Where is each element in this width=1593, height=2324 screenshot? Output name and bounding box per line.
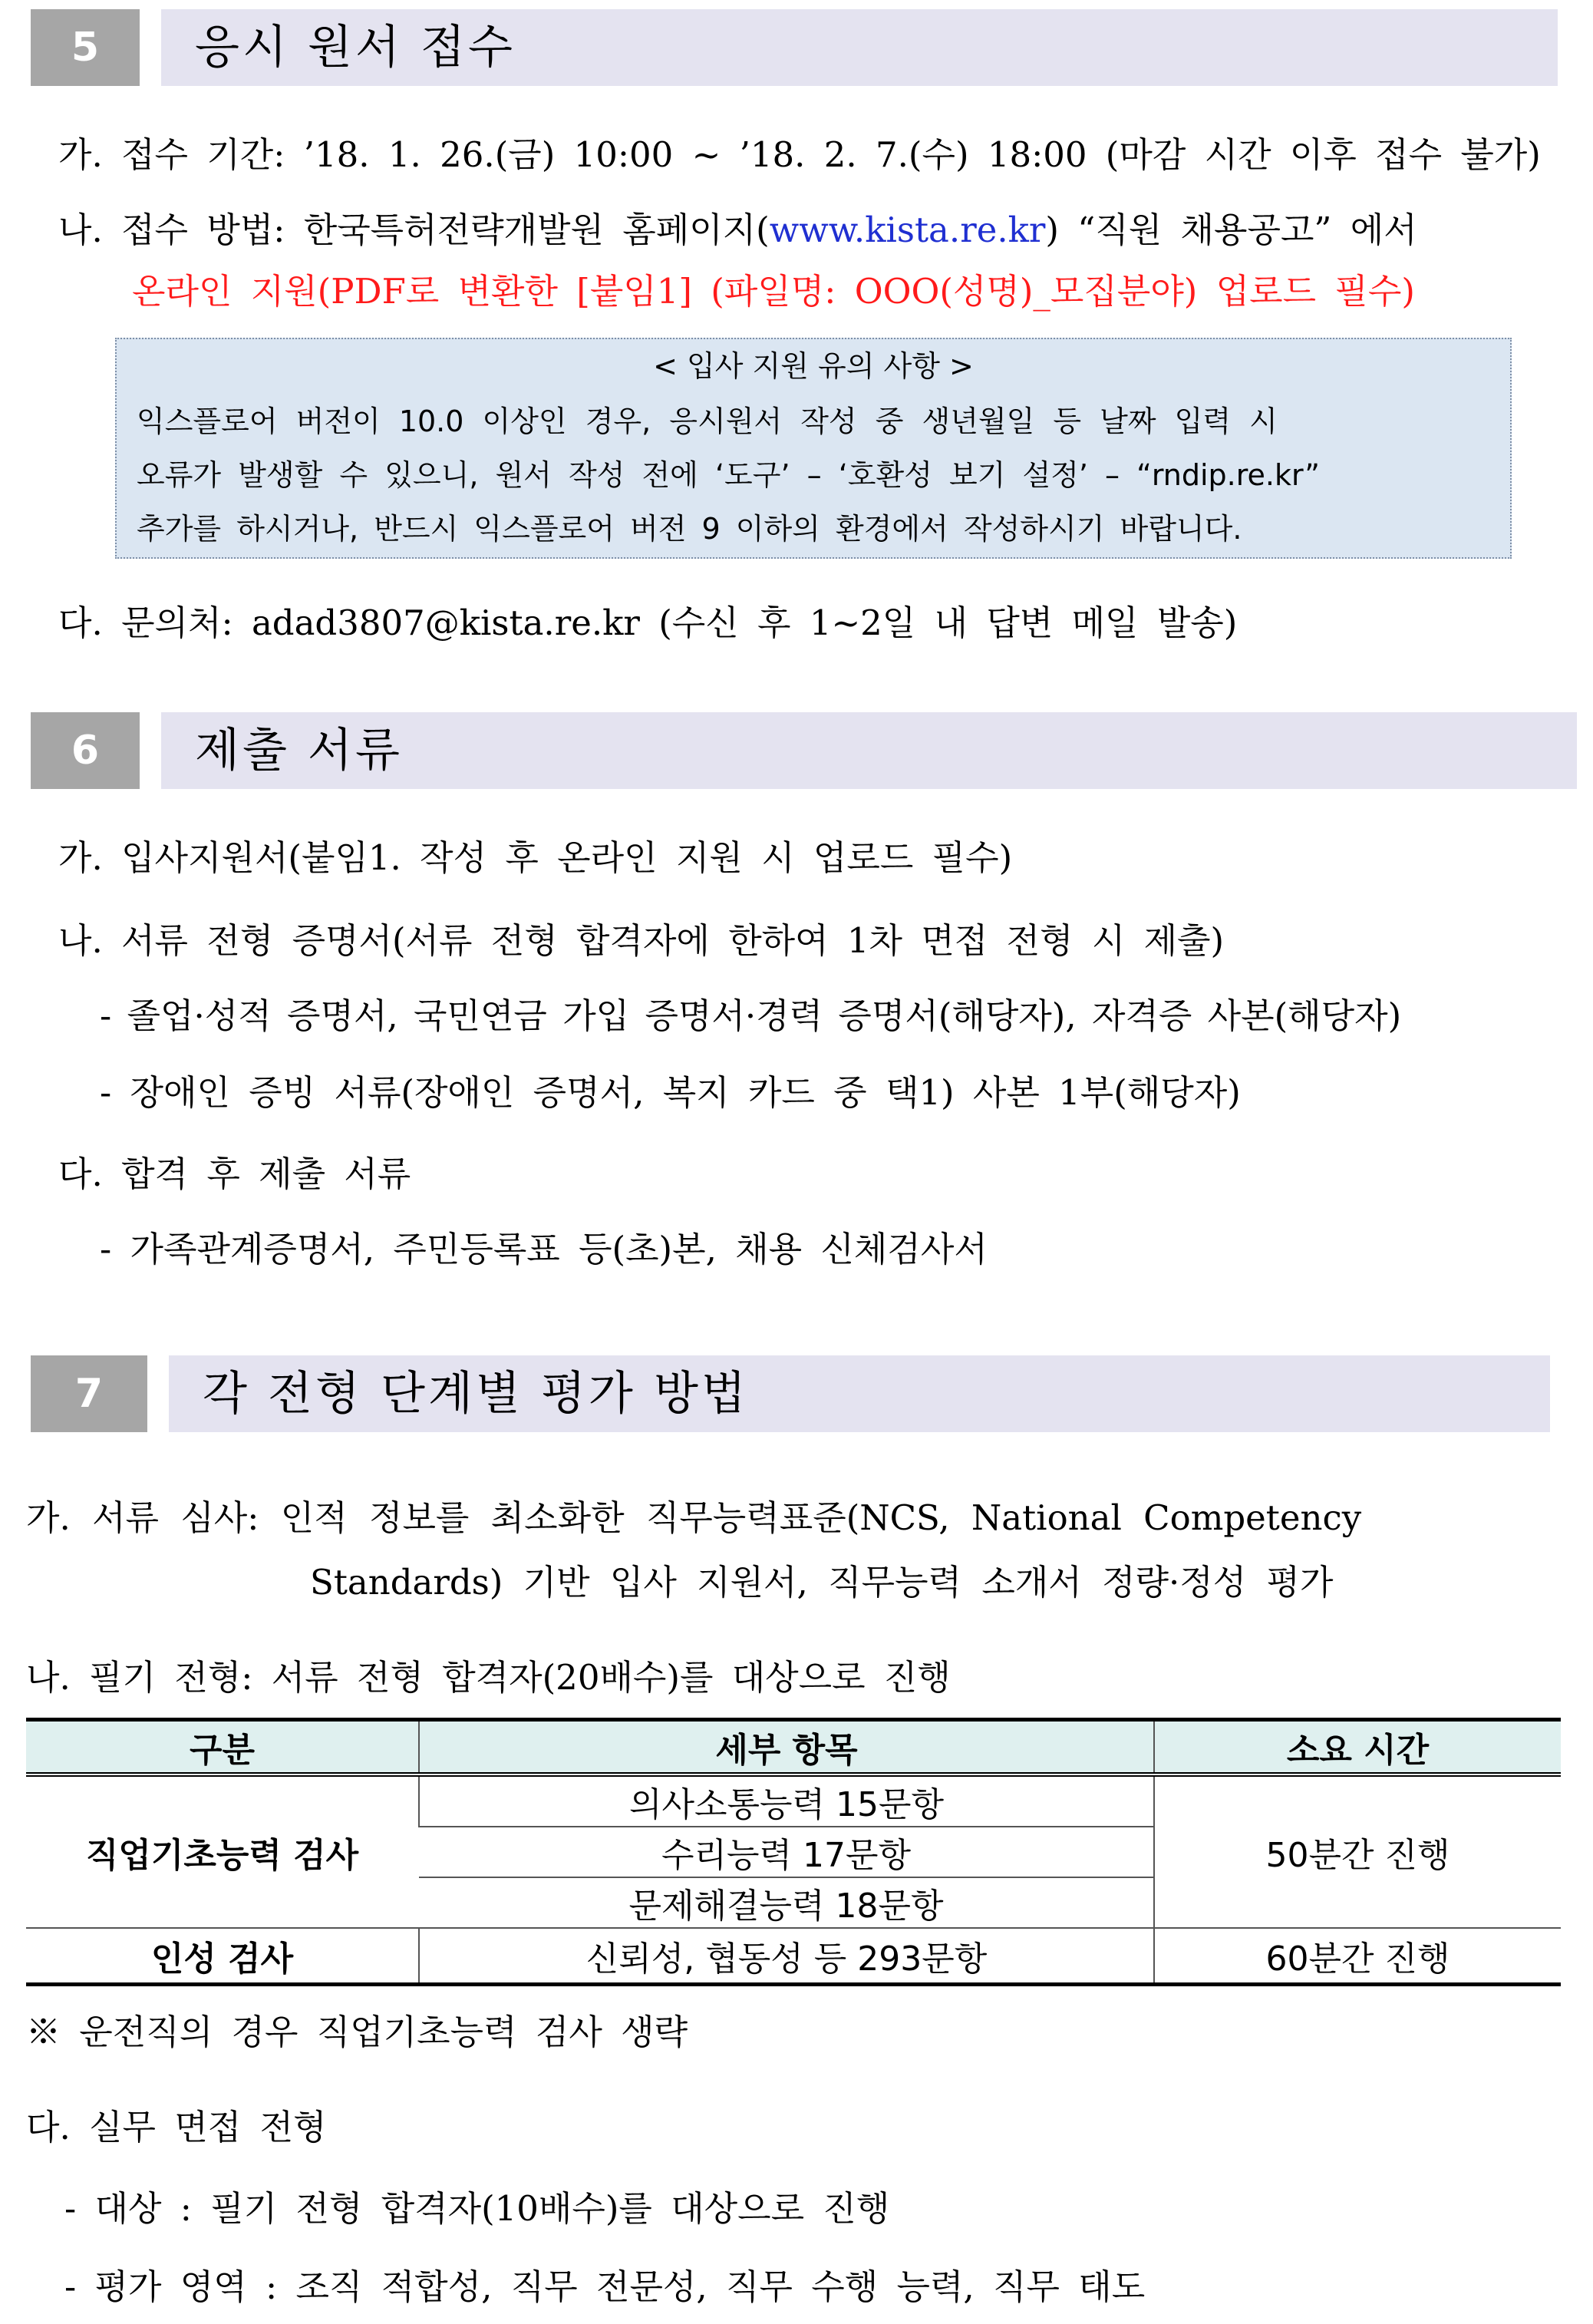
homepage-link[interactable]: www.kista.re.kr bbox=[769, 210, 1046, 250]
detail-cell: 수리능력 17문항 bbox=[419, 1827, 1154, 1877]
column-header: 세부 항목 bbox=[419, 1720, 1154, 1775]
document-screening-item: 나. 서류 전형 증명서(서류 전형 합격자에 한하여 1차 면접 전형 시 제출) bbox=[58, 920, 1225, 961]
online-application-note: 온라인 지원(PDF로 변환한 [붙임1] (파일명: OOO(성명)_모집분야) 업로드 필수) bbox=[132, 271, 1415, 312]
document-review-cont: Standards) 기반 입사 지원서, 직무능력 소개서 정량·정성 평가 bbox=[310, 1562, 1334, 1603]
section-title: 응시 원서 접수 bbox=[161, 9, 1558, 86]
detail-cell: 신뢰성, 협동성 등 293문항 bbox=[419, 1928, 1154, 1985]
column-header: 소요 시간 bbox=[1154, 1720, 1561, 1775]
note-text: ※ 운전직의 경우 직업기초능력 검사 생략 bbox=[26, 2012, 688, 2052]
detail-cell: 문제해결능력 18문항 bbox=[419, 1877, 1154, 1928]
application-method-suffix: ) “직원 채용공고” 에서 bbox=[1045, 210, 1417, 250]
category-cell: 직업기초능력 검사 bbox=[26, 1774, 419, 1928]
column-header: 구분 bbox=[26, 1720, 419, 1775]
application-method bbox=[58, 207, 1417, 253]
category-cell: 인성 검사 bbox=[26, 1928, 419, 1985]
section-title: 제출 서류 bbox=[161, 712, 1577, 789]
notice-line: 추가를 하시거나, 반드시 익스플로어 버전 9 이하의 환경에서 작성하시기 바랍니다. bbox=[137, 512, 1242, 546]
duration-cell: 60분간 진행 bbox=[1154, 1928, 1561, 1985]
section-number: 5 bbox=[31, 9, 140, 86]
list-item: - 가족관계증명서, 주민등록표 등(초)본, 채용 신체검사서 bbox=[100, 1229, 988, 1269]
detail-cell: 의사소통능력 15문항 bbox=[419, 1774, 1154, 1827]
notice-title: < 입사 지원 유의 사항 > bbox=[653, 349, 974, 383]
written-test-table bbox=[26, 1718, 1561, 1986]
post-pass-documents: 다. 합격 후 제출 서류 bbox=[58, 1154, 411, 1194]
list-item: - 졸업·성적 증명서, 국민연금 가입 증명서·경력 증명서(해당자), 자격증 사본(해당자) bbox=[100, 995, 1402, 1036]
application-period: 가. 접수 기간: ’18. 1. 26.(금) 10:00 ~ ’18. 2. 7.(수) 18:00 (마감 시간 이후 접수 불가) bbox=[58, 134, 1541, 175]
document-review: 가. 서류 심사: 인적 정보를 최소화한 직무능력표준(NCS, National Competency bbox=[26, 1497, 1362, 1538]
list-item: - 장애인 증빙 서류(장애인 증명서, 복지 카드 중 택1) 사본 1부(해당자) bbox=[100, 1072, 1241, 1113]
application-method-text: 나. 접수 방법: 한국특허전략개발원 홈페이지( bbox=[58, 210, 770, 250]
list-item: - 대상 : 필기 전형 합격자(10배수)를 대상으로 진행 bbox=[64, 2188, 890, 2229]
contact-info: 다. 문의처: adad3807@kista.re.kr (수신 후 1~2일 내 답변 메일 발송) bbox=[58, 602, 1238, 643]
section-title: 각 전형 단계별 평가 방법 bbox=[169, 1355, 1550, 1432]
notice-box bbox=[115, 338, 1512, 559]
list-item: - 평가 영역 : 조직 적합성, 직무 전문성, 직무 수행 능력, 직무 태도 bbox=[64, 2266, 1146, 2307]
application-form-item: 가. 입사지원서(붙임1. 작성 후 온라인 지원 시 업로드 필수) bbox=[58, 837, 1013, 878]
duration-cell: 50분간 진행 bbox=[1154, 1774, 1561, 1928]
notice-line: 오류가 발생할 수 있으니, 원서 작성 전에 ‘도구’ – ‘호환성 보기 설정’ – “rndip.re.kr” bbox=[137, 458, 1320, 492]
notice-line: 익스플로어 버전이 10.0 이상인 경우, 응시원서 작성 중 생년월일 등 날짜 입력 시 bbox=[137, 404, 1278, 438]
practical-interview: 다. 실무 면접 전형 bbox=[26, 2107, 327, 2147]
written-test: 나. 필기 전형: 서류 전형 합격자(20배수)를 대상으로 진행 bbox=[26, 1657, 951, 1698]
section-number: 7 bbox=[31, 1355, 147, 1432]
section-number: 6 bbox=[31, 712, 140, 789]
